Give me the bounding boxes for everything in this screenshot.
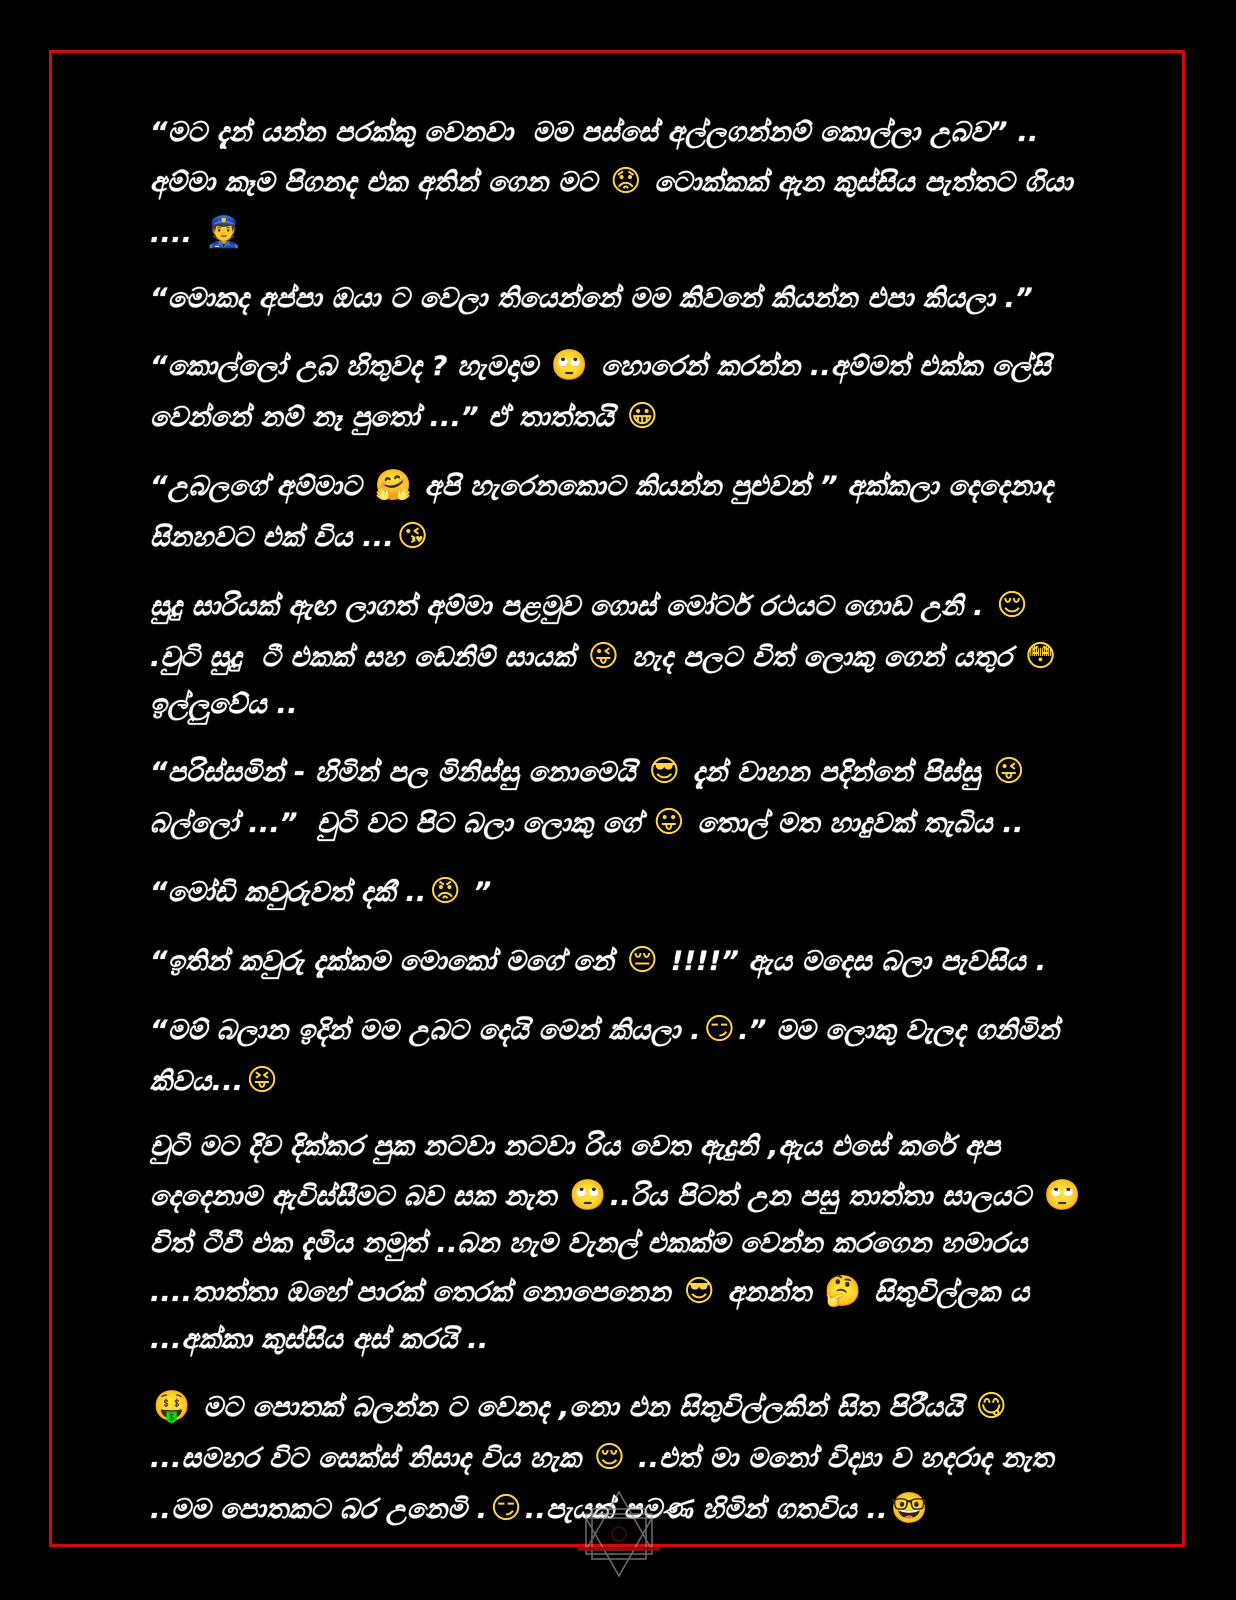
smirking-face-emoji: 😏	[703, 1011, 736, 1047]
police-officer-face-emoji: 👮	[204, 214, 243, 250]
winking-face-with-tongue-emoji: 😜	[587, 638, 620, 674]
text-run: සිතුවිල්ලක ය ...අක්කා කුස්සිය අස් කරයි ..	[150, 1277, 1040, 1356]
text-run: .චුටි සුදු ටී එකක් සහ ඩෙනිම් සායක්	[150, 590, 1041, 673]
nerd-face-emoji: 🤓	[890, 1491, 929, 1527]
story-paragraph	[150, 340, 1085, 442]
smiling-face-with-sunglasses-emoji: 😎	[648, 753, 681, 789]
face-blowing-kiss-emoji: 😘	[396, 518, 429, 554]
text-run: “මෝඩි කවුරුවත් දකී ..	[150, 876, 427, 908]
pensive-face-emoji: 😔	[626, 942, 659, 978]
relieved-face-emoji: 😌	[593, 1440, 626, 1476]
text-run: අපි හැරෙනකොට කියන්න පුළුවන් ” අක්කලා දෙදෙනාද සිනහවට එක් විය ...	[150, 470, 1063, 553]
smirking-face-emoji: 😏	[490, 1491, 522, 1527]
text-run: ...සමහර විට සෙක්ස් නිසාද විය හැක	[150, 1392, 1020, 1475]
text-run: “මට දැන් යන්න පරක්කු වෙනවා මම පස්සේ අල්ලගන්නම් කොල්ලා උබව” .. අම්මා කෑම පිගනද එක අතින් ගෙන මට	[150, 117, 1049, 198]
text-run: තොල් මත හාදුවක් තැබිය ..	[687, 807, 1024, 839]
grinning-face-emoji: 😀	[626, 398, 659, 434]
text-run: ..රිය පිටත් උන පසු තාත්තා සාලයට	[609, 1180, 1041, 1212]
text-run: “පරිස්සමින් - හිමින් පල මිනිස්සු නොමෙයි	[150, 756, 646, 788]
text-run: බල්ලෝ ...” චුටි වට පිට බලා ලොකු ගේ	[150, 756, 1038, 839]
text-run: දැන් වාහන පදින්නේ පිස්සු	[683, 756, 991, 788]
enraged-face-emoji: 😡	[429, 873, 462, 909]
text-run: ඉල්ලුවේය ..	[150, 641, 1070, 720]
text-run: “මොකද අප්පා ඔයා ට වෙලා තියෙන්නේ මම කිවනේ කියන්න එපා කියලා .”	[150, 282, 1033, 314]
story-paragraph	[150, 276, 1085, 322]
story-paragraph	[150, 746, 1085, 848]
geometric-star-logo-icon	[578, 1488, 660, 1580]
text-run: සුදු සාරියක් ඇඟ ලාගත් අම්මා පළමුව ගොස් මෝටර් රථයට ගොඩ උනි .	[150, 590, 994, 622]
squinting-face-with-tongue-emoji: 😝	[246, 1062, 278, 1098]
text-run: හොරෙන් කරන්න ..අම්මත් එක්ක ලේසි වෙන්නේ නම් නෑ පුතෝ ...” ඒ තාත්තයි	[150, 350, 1061, 433]
worried-face-emoji: 😟	[610, 163, 642, 199]
story-paragraph	[150, 110, 1085, 258]
text-run: “මම් බලාන ඉදින් මම උබට දෙයි මෙන් කියලා .	[150, 1014, 701, 1046]
text-run: “උබලගේ අම්මාට	[150, 470, 372, 502]
text-run: අනන්ත	[718, 1277, 822, 1309]
text-run: චුටි මට දිව දික්කර පුක නටවා නටවා රිය වෙත ඇදුනි ,ඇය එසේ කරේ අප දෙදෙනාම ඇවිස්සීමට බව සක නැත	[150, 1130, 1011, 1212]
face-with-rolling-eyes-emoji: 🙄	[550, 347, 589, 383]
text-run: ටොක්කක් ඇන කුස්සිය පැත්තට ගියා ....	[150, 166, 1083, 249]
story-paragraph	[150, 935, 1085, 986]
story-paragraph	[150, 580, 1085, 728]
text-run: ..පැයක් පමණ හිමින් ගතවිය ..	[524, 1494, 888, 1526]
text-run: “කොල්ලෝ උබ හිතුවද ? හැමදාම	[150, 350, 548, 382]
story-paragraph	[150, 866, 1085, 917]
face-with-tongue-emoji: 😛	[653, 804, 685, 840]
face-with-rolling-eyes-emoji: 🙄	[569, 1177, 607, 1213]
hugging-face-emoji: 🤗	[374, 467, 413, 503]
story-text-block	[150, 110, 1095, 1552]
text-run: “ඉතින් කවුරු දැක්කම මොකෝ මගේ නේ	[150, 945, 624, 977]
text-run: .” මම ලොකු වැලද ගනිමින් කිවය...	[150, 1014, 1070, 1097]
text-run: හැද පලට විත් ලොකු ගෙන් යතුර	[622, 641, 1022, 673]
face-savoring-food-emoji: 😋	[975, 1389, 1008, 1425]
face-with-rolling-eyes-emoji: 🙄	[1043, 1177, 1082, 1213]
flushed-face-emoji: 😳	[1024, 638, 1057, 674]
text-run: ..එත් මා මනෝ විද්‍යා ව හදරාද නැත ..මම පොතකට බර උනෙමි .	[150, 1443, 1064, 1526]
thinking-face-emoji: 🤔	[824, 1274, 862, 1310]
winking-face-with-tongue-emoji: 😜	[993, 753, 1025, 789]
money-mouth-face-emoji: 🤑	[153, 1389, 191, 1425]
text-run: විත් ටීවී එක දැමිය නමුත් ..බන හැම වැනල් එකක්ම වෙන්න කරගෙන හමාරය ....තාත්තා ඔහේ පාරක් තෙරක් නොපෙනෙන	[150, 1180, 1095, 1309]
smiling-face-with-sunglasses-emoji: 😎	[683, 1274, 716, 1310]
relieved-face-emoji: 😌	[996, 587, 1028, 623]
text-run: ”	[464, 876, 492, 908]
story-paragraph	[150, 460, 1085, 562]
text-run: !!!!” ඇය මදෙස බලා පැවසිය .	[661, 945, 1047, 977]
story-paragraph	[150, 1004, 1085, 1106]
text-run: මට පොතක් බලන්න ට වෙනද ,නො එන සිතුවිල්ලකින් සිත පිරීයයි	[193, 1392, 973, 1424]
story-paragraph	[150, 1124, 1095, 1364]
